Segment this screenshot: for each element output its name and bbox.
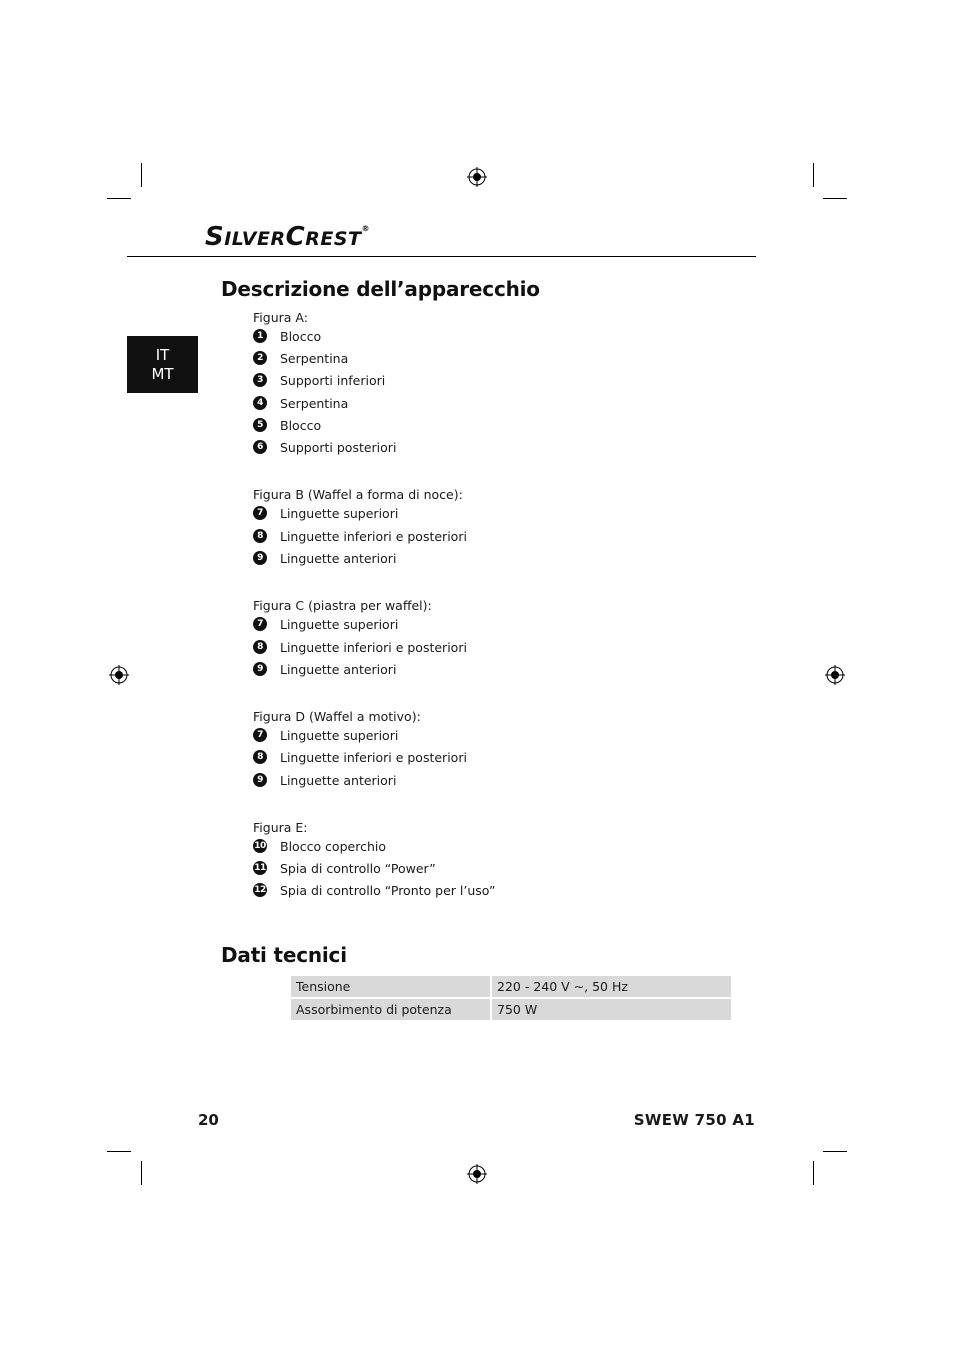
figure-caption: Figura D (Waffel a motivo): (253, 709, 421, 724)
table-cell-key: Assorbimento di potenza (291, 999, 492, 1022)
list-item-label: Supporti posteriori (280, 439, 397, 455)
crop-mark (141, 163, 142, 187)
list-item (253, 505, 398, 521)
list-item (253, 350, 348, 366)
list-item (253, 439, 396, 455)
language-tab-line: MT (151, 364, 174, 383)
section-title-description: Descrizione dell’apparecchio (221, 277, 540, 301)
list-item-label: Blocco (280, 328, 322, 344)
number-badge-icon: 11 (253, 861, 267, 875)
section-title-specs: Dati tecnici (221, 943, 347, 967)
list-item-label: Spia di controllo “Pronto per l’uso” (280, 882, 496, 898)
number-badge-icon: 7 (253, 728, 267, 742)
list-item-label: Linguette anteriori (280, 550, 397, 566)
list-item (253, 882, 495, 898)
number-badge-icon: 10 (253, 839, 267, 853)
list-item-label: Blocco (280, 417, 322, 433)
number-badge-icon: 2 (253, 351, 267, 365)
list-item (253, 417, 321, 433)
figure-caption: Figura E: (253, 820, 308, 835)
crop-mark (107, 1151, 131, 1152)
list-item-label: Spia di controllo “Power” (280, 860, 436, 876)
list-item-label: Serpentina (280, 350, 349, 366)
list-item-label: Supporti inferiori (280, 372, 386, 388)
table-row (291, 976, 731, 999)
list-item-label: Blocco coperchio (280, 838, 386, 854)
list-item-label: Linguette anteriori (280, 772, 397, 788)
crop-mark (813, 1161, 814, 1185)
number-badge-icon: 9 (253, 551, 267, 565)
registration-mark-icon (825, 665, 845, 685)
figure-caption: Figura C (piastra per waffel): (253, 598, 432, 613)
specs-table (291, 976, 731, 1022)
crop-mark (141, 1161, 142, 1185)
registration-mark-icon (467, 1164, 487, 1184)
number-badge-icon: 4 (253, 396, 267, 410)
crop-mark (823, 1151, 847, 1152)
list-item-label: Linguette superiori (280, 727, 399, 743)
page-number: 20 (198, 1111, 219, 1129)
number-badge-icon: 12 (253, 883, 267, 897)
list-item (253, 727, 398, 743)
number-badge-icon: 3 (253, 373, 267, 387)
number-badge-icon: 5 (253, 418, 267, 432)
list-item (253, 838, 386, 854)
number-badge-icon: 7 (253, 617, 267, 631)
table-cell-key: Tensione (291, 976, 492, 999)
list-item (253, 328, 321, 344)
registration-mark-icon (467, 167, 487, 187)
figure-caption: Figura A: (253, 310, 308, 325)
number-badge-icon: 6 (253, 440, 267, 454)
model-number: SWEW 750 A1 (633, 1111, 755, 1129)
crop-mark (813, 163, 814, 187)
list-item-label: Linguette inferiori e posteriori (280, 639, 467, 655)
list-item (253, 372, 385, 388)
table-cell-value: 750 W (492, 999, 731, 1022)
list-item (253, 860, 436, 876)
language-tab-line: IT (155, 345, 170, 364)
list-item (253, 772, 396, 788)
number-badge-icon: 1 (253, 329, 267, 343)
list-item (253, 661, 396, 677)
list-item-label: Linguette superiori (280, 505, 399, 521)
number-badge-icon: 8 (253, 750, 267, 764)
table-cell-value: 220 - 240 V ~, 50 Hz (492, 976, 731, 999)
list-item (253, 639, 467, 655)
list-item (253, 616, 398, 632)
table-row (291, 999, 731, 1022)
list-item-label: Linguette superiori (280, 616, 399, 632)
brand-logo: SILVERCREST® (205, 222, 370, 252)
list-item-label: Linguette inferiori e posteriori (280, 528, 467, 544)
figure-caption: Figura B (Waffel a forma di noce): (253, 487, 463, 502)
list-item-label: Serpentina (280, 395, 349, 411)
crop-mark (107, 198, 131, 199)
list-item-label: Linguette anteriori (280, 661, 397, 677)
list-item (253, 395, 348, 411)
list-item (253, 550, 396, 566)
number-badge-icon: 8 (253, 529, 267, 543)
crop-mark (823, 198, 847, 199)
list-item (253, 749, 467, 765)
registration-mark-icon (109, 665, 129, 685)
number-badge-icon: 9 (253, 662, 267, 676)
language-tab (127, 336, 198, 393)
number-badge-icon: 8 (253, 640, 267, 654)
header-rule (127, 256, 756, 257)
list-item (253, 528, 467, 544)
number-badge-icon: 7 (253, 506, 267, 520)
list-item-label: Linguette inferiori e posteriori (280, 749, 467, 765)
number-badge-icon: 9 (253, 773, 267, 787)
